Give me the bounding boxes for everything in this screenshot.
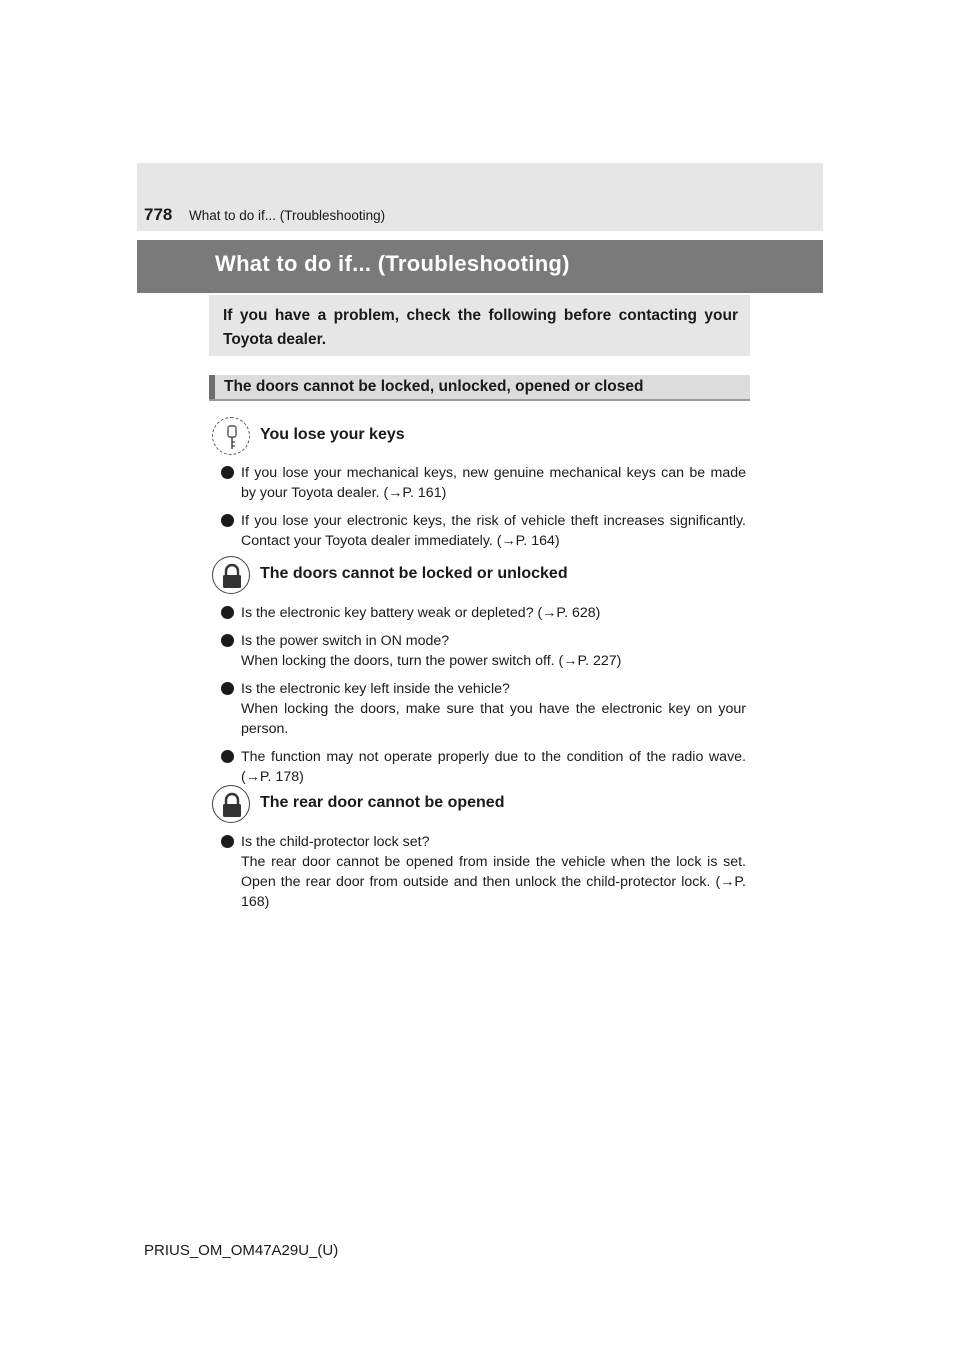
list-item: If you lose your mechanical keys, new genuine mechanical keys can be made by your Toyota dealer. (→P. 161) (222, 463, 746, 503)
intro-box: If you have a problem, check the following before contacting your Toyota dealer. (209, 295, 750, 356)
section-header (209, 375, 750, 401)
running-head: What to do if... (Troubleshooting) (189, 208, 386, 223)
list-item: Is the power switch in ON mode? When locking the doors, turn the power switch off. (→P. 227) (222, 631, 746, 671)
page-number: 778 (144, 205, 173, 224)
list-item: The function may not operate properly due to the condition of the radio wave. (→P. 178) (222, 747, 746, 787)
bullet-icon (221, 514, 234, 527)
subsection-rear-door (212, 785, 752, 825)
list-item: Is the electronic key battery weak or depleted? (→P. 628) (222, 603, 746, 623)
subsection-heading: You lose your keys (260, 426, 405, 443)
page-title: What to do if... (Troubleshooting) (215, 251, 570, 276)
subsection-lock-unlock (212, 556, 752, 596)
document-footer-code: PRIUS_OM_OM47A29U_(U) (144, 1242, 339, 1259)
bullet-icon (221, 750, 234, 763)
key-icon (212, 417, 250, 455)
bullet-icon (221, 606, 234, 619)
subsection-heading: The doors cannot be locked or unlocked (260, 565, 568, 582)
section-accent (209, 375, 215, 399)
bullet-list-lost-keys (222, 463, 746, 551)
list-item: Is the electronic key left inside the vehicle? When locking the doors, make sure that you have the electronic key on your person. (222, 679, 746, 739)
lock-icon (212, 556, 250, 594)
bullet-icon (221, 634, 234, 647)
list-item: Is the child-protector lock set? The rear door cannot be opened from inside the vehicle when the lock is set. Open the rear door from outside and then unlock the child-protector lock. (→P. 168) (222, 832, 746, 912)
lock-icon (212, 785, 250, 823)
list-item: If you lose your electronic keys, the risk of vehicle theft increases significantly. Contact your Toyota dealer immediately. (→P. 164) (222, 511, 746, 551)
bullet-icon (221, 682, 234, 695)
section-heading: The doors cannot be locked, unlocked, opened or closed (224, 378, 644, 395)
title-bar (137, 240, 823, 293)
subsection-heading: The rear door cannot be opened (260, 794, 505, 811)
subsection-lost-keys (212, 417, 752, 457)
bullet-list-rear-door (222, 832, 746, 912)
bullet-icon (221, 466, 234, 479)
bullet-list-lock-unlock (222, 603, 746, 787)
bullet-icon (221, 835, 234, 848)
